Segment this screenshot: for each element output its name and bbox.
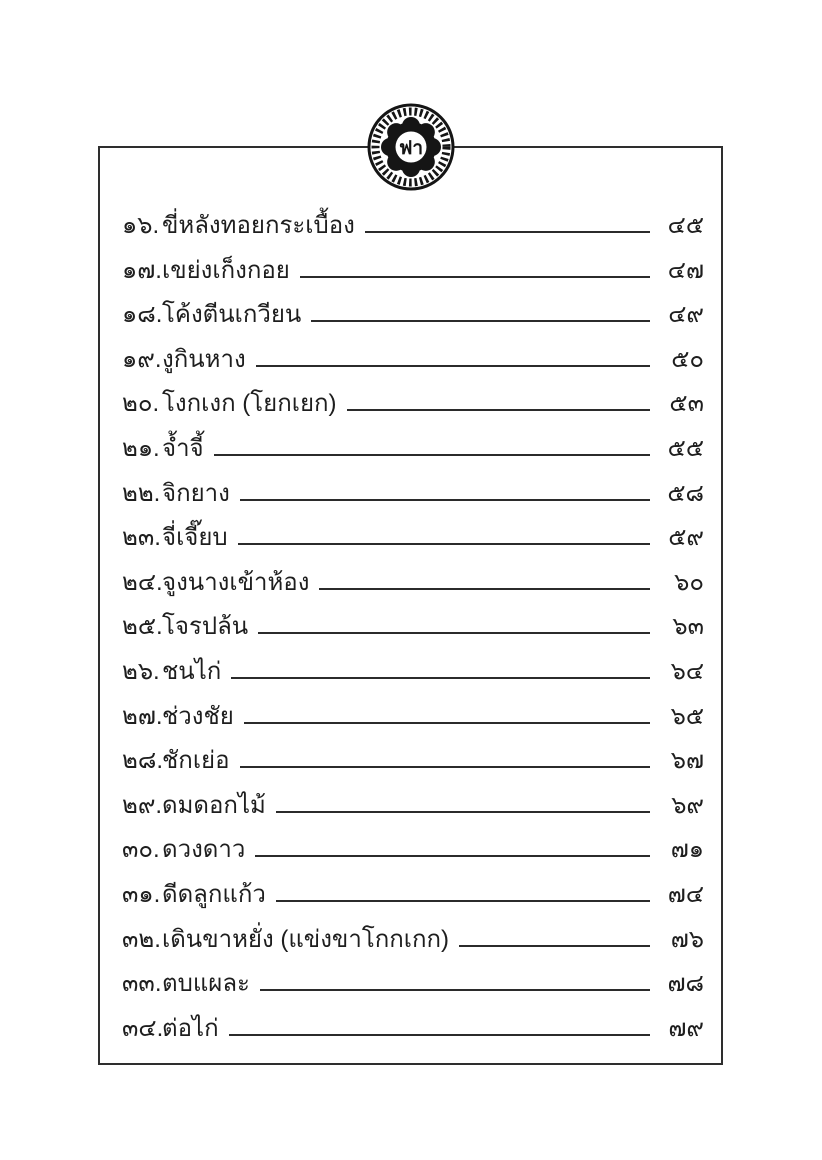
toc-entry xyxy=(122,381,704,426)
entry-title: โงกเงก (โยกเยก) xyxy=(162,390,337,418)
entry-page-number: ๖๓ xyxy=(672,613,704,641)
entry-title: ดวงดาว xyxy=(162,836,246,864)
entry-number: ๒๓. xyxy=(122,524,161,552)
leader-line xyxy=(365,203,650,233)
entry-number: ๑๘. xyxy=(122,301,163,329)
entry-page-number: ๗๖ xyxy=(670,925,704,953)
publisher-seal xyxy=(367,103,455,191)
entry-page-number: ๔๙ xyxy=(668,301,704,329)
entry-number: ๒๔. xyxy=(122,568,163,596)
entry-number: ๑๗. xyxy=(122,256,162,284)
entry-title: ตบแผละ xyxy=(162,970,250,998)
entry-page-number: ๔๕ xyxy=(667,212,704,239)
entry-title: เดินขาหยั่ง (แข่งขาโกกเกก) xyxy=(162,925,450,953)
leader-line xyxy=(459,917,650,947)
entry-page-number: ๖๐ xyxy=(674,568,704,596)
toc-list xyxy=(100,148,721,1050)
entry-title: ดีดลูกแก้ว xyxy=(162,880,266,908)
entry-number: ๓๐. xyxy=(122,836,160,864)
toc-entry xyxy=(122,649,704,694)
entry-page-number: ๕๙ xyxy=(668,524,704,552)
toc-entry xyxy=(122,203,704,248)
toc-entry xyxy=(122,426,704,471)
entry-title: เขย่งเก็งกอย xyxy=(162,256,290,284)
entry-page-number: ๗๙ xyxy=(668,1014,704,1042)
entry-number: ๒๘. xyxy=(122,747,164,775)
entry-number: ๑๖. xyxy=(122,212,160,239)
toc-entry xyxy=(122,694,704,739)
entry-title: ช่วงชัย xyxy=(162,702,234,730)
entry-title: ดมดอกไม้ xyxy=(162,791,266,819)
entry-title: ต่อไก่ xyxy=(162,1014,219,1042)
leader-line xyxy=(231,649,650,679)
leader-line xyxy=(276,872,650,902)
entry-page-number: ๗๘ xyxy=(667,970,704,998)
entry-page-number: ๕๓ xyxy=(669,390,704,418)
entry-number: ๓๑. xyxy=(122,880,161,908)
toc-entry xyxy=(122,471,704,516)
entry-title: จ้ำจี้ xyxy=(162,434,204,462)
entry-title: จูงนางเข้าห้อง xyxy=(162,568,310,596)
entry-number: ๑๙. xyxy=(122,345,162,373)
leader-line xyxy=(300,248,650,278)
entry-number: ๓๒. xyxy=(122,925,161,953)
entry-number: ๓๓. xyxy=(122,970,162,998)
entry-number: ๒๑. xyxy=(122,434,160,462)
entry-page-number: ๔๗ xyxy=(667,256,704,284)
leader-line xyxy=(258,604,650,634)
leader-line xyxy=(244,694,650,724)
entry-page-number: ๖๔ xyxy=(670,657,704,685)
entry-title: ชนไก่ xyxy=(162,657,222,685)
entry-number: ๒๙. xyxy=(122,791,163,819)
entry-page-number: ๕๘ xyxy=(667,479,704,507)
toc-entry xyxy=(122,1006,704,1051)
toc-entry xyxy=(122,292,704,337)
toc-entry xyxy=(122,560,704,605)
entry-title: โจรปล้น xyxy=(162,613,249,641)
toc-entry xyxy=(122,783,704,828)
leader-line xyxy=(256,337,650,367)
entry-page-number: ๕๕ xyxy=(667,434,704,462)
seal-monogram: ฟา xyxy=(398,138,424,159)
entry-number: ๒๐. xyxy=(122,390,160,418)
toc-entry xyxy=(122,515,704,560)
entry-page-number: ๕๐ xyxy=(671,345,704,373)
leader-line xyxy=(229,1006,650,1036)
entry-title: โค้งตีนเกวียน xyxy=(162,301,302,329)
leader-line xyxy=(311,292,650,322)
leader-line xyxy=(255,827,650,857)
toc-entry xyxy=(122,248,704,293)
entry-page-number: ๗๑ xyxy=(670,836,704,864)
page-border-frame xyxy=(98,146,723,1065)
publisher-seal-graphic xyxy=(367,103,455,191)
toc-entry xyxy=(122,738,704,783)
leader-line xyxy=(238,515,650,545)
toc-entry xyxy=(122,961,704,1006)
toc-entry xyxy=(122,917,704,962)
leader-line xyxy=(260,961,650,991)
toc-entry xyxy=(122,827,704,872)
toc-entry xyxy=(122,872,704,917)
leader-line xyxy=(214,426,650,456)
leader-line xyxy=(347,381,650,411)
leader-line xyxy=(240,738,651,768)
entry-number: ๓๔. xyxy=(122,1014,164,1042)
entry-title: จี่เจี๊ยบ xyxy=(162,524,228,552)
entry-number: ๒๕. xyxy=(122,613,163,641)
entry-page-number: ๖๕ xyxy=(670,702,704,730)
entry-title: ขี่หลังทอยกระเบื้อง xyxy=(162,212,355,239)
entry-title: งูกินหาง xyxy=(162,345,246,373)
leader-line xyxy=(319,560,650,590)
entry-page-number: ๗๔ xyxy=(667,880,704,908)
entry-title: ชักเย่อ xyxy=(162,747,230,775)
toc-entry xyxy=(122,337,704,382)
leader-line xyxy=(276,783,650,813)
toc-entry xyxy=(122,604,704,649)
entry-number: ๒๗. xyxy=(122,702,163,730)
entry-number: ๒๒. xyxy=(122,479,161,507)
entry-title: จิกยาง xyxy=(162,479,230,507)
entry-page-number: ๖๗ xyxy=(670,747,704,775)
leader-line xyxy=(240,471,650,501)
entry-number: ๒๖. xyxy=(122,657,160,685)
entry-page-number: ๖๙ xyxy=(671,791,704,819)
